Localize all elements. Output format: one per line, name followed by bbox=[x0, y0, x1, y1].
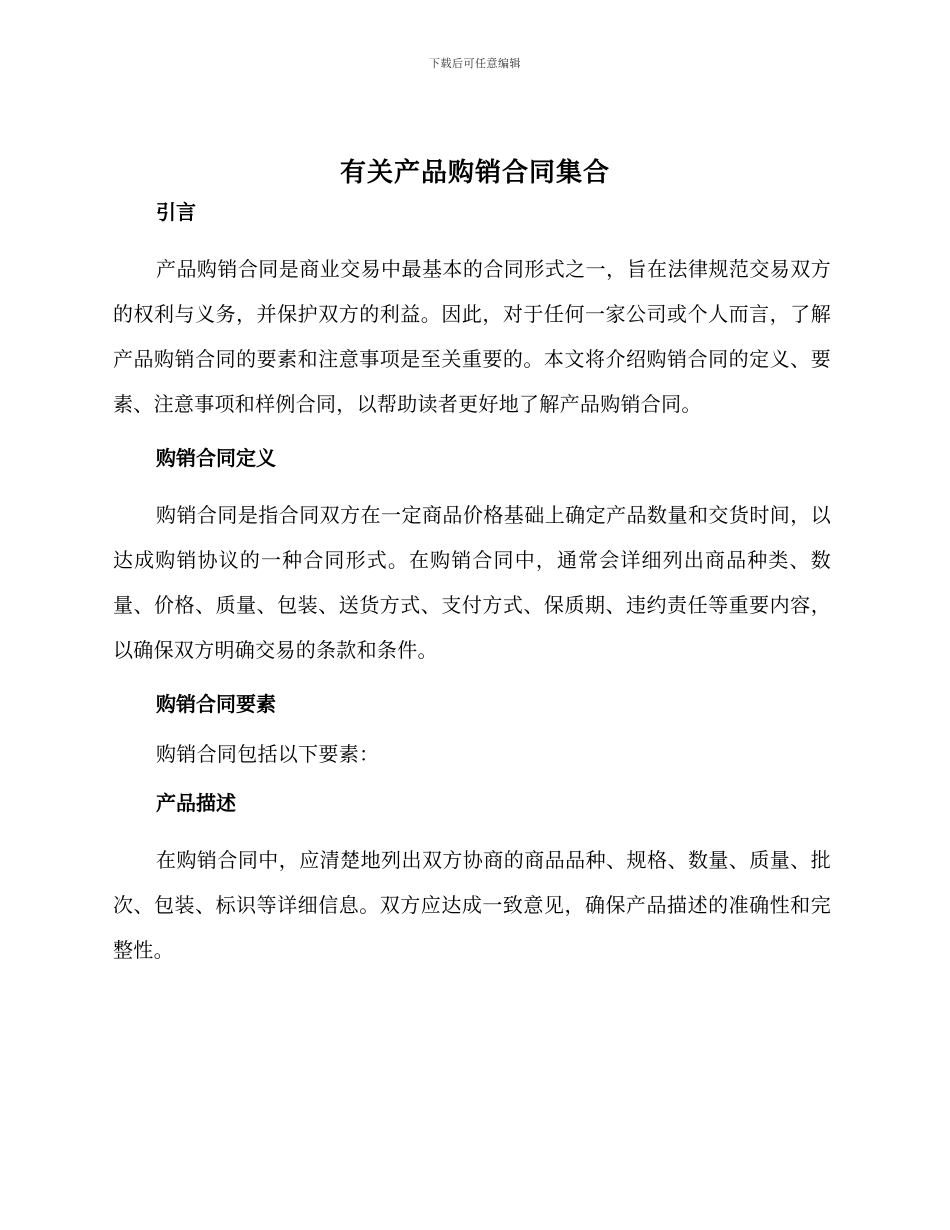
document-body bbox=[113, 196, 831, 973]
section-heading: 产品描述 bbox=[156, 791, 236, 815]
section-product-description bbox=[113, 787, 831, 973]
section-introduction bbox=[113, 196, 831, 427]
section-paragraph: 购销合同包括以下要素： bbox=[156, 742, 380, 766]
section-elements bbox=[113, 688, 831, 777]
section-heading: 购销合同定义 bbox=[156, 446, 276, 470]
section-heading: 购销合同要素 bbox=[156, 692, 276, 716]
section-paragraph: 产品购销合同是商业交易中最基本的合同形式之一，旨在法律规范交易双方的权利与义务，并保护双方的利益。因此，对于任何一家公司或个人而言，了解产品购销合同的要素和注意事项是至关重要的。本文将介绍购销合同的定义、要素、注意事项和样例合同，以帮助读者更好地了解产品购销合同。 bbox=[113, 257, 831, 416]
document-title: 有关产品购销合同集合 bbox=[339, 158, 610, 188]
section-paragraph: 在购销合同中，应清楚地列出双方协商的商品品种、规格、数量、质量、批次、包装、标识等详细信息。双方应达成一致意见，确保产品描述的准确性和完整性。 bbox=[113, 848, 831, 962]
section-definition bbox=[113, 442, 831, 673]
section-heading: 引言 bbox=[156, 200, 196, 224]
section-paragraph: 购销合同是指合同双方在一定商品价格基础上确定产品数量和交货时间，以达成购销协议的一种合同形式。在购销合同中，通常会详细列出商品种类、数量、价格、质量、包装、送货方式、支付方式、保质期、违约责任等重要内容，以确保双方明确交易的条款和条件。 bbox=[113, 503, 831, 662]
header-note: 下载后可任意编辑 bbox=[429, 57, 521, 70]
